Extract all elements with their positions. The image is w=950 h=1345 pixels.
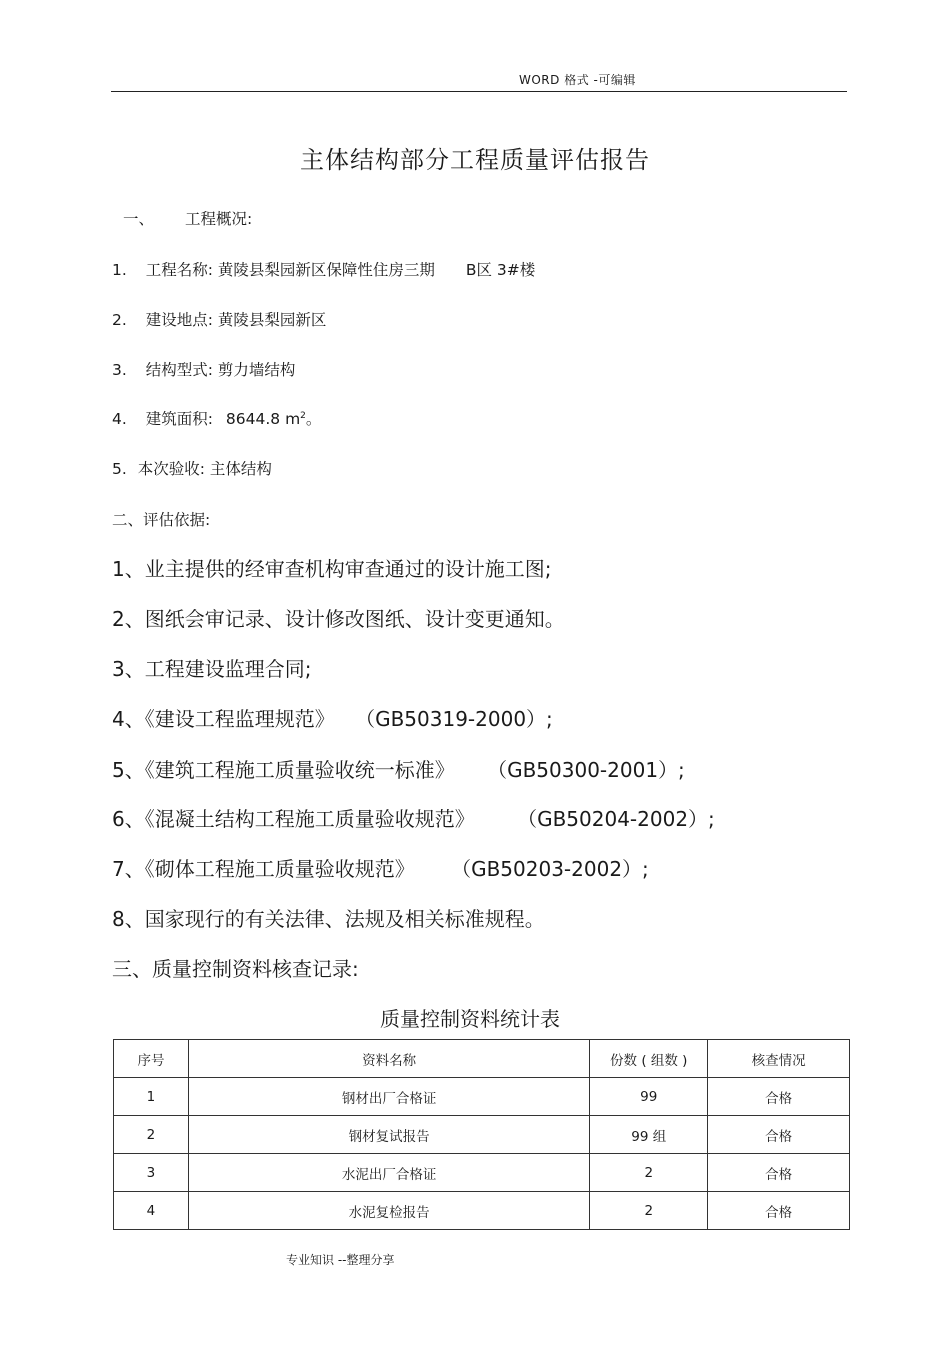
item-tail: 。 (305, 410, 322, 428)
basis-item (112, 853, 649, 882)
header-divider (111, 91, 847, 92)
item-value: 黄陵县梨园新区 (217, 311, 327, 329)
table-header-row (114, 1040, 850, 1078)
header-seq: 序号 (114, 1040, 189, 1078)
basis-item (112, 703, 553, 732)
cell-name: 钢材出厂合格证 (188, 1078, 589, 1116)
section2-heading: 二、评估依据: (112, 511, 211, 529)
item-num: 1. (112, 261, 127, 279)
page-footer-text: 专业知识 --整理分享 (286, 1253, 395, 1267)
structure-type-line (112, 358, 295, 380)
item-value-extra: B区 3#楼 (465, 261, 536, 279)
basis-item-code: （GB50203-2002）; (451, 857, 649, 881)
cell-seq: 4 (114, 1192, 189, 1230)
cell-count: 99 组 (590, 1116, 708, 1154)
cell-seq: 1 (114, 1078, 189, 1116)
table-row (114, 1154, 850, 1192)
cell-count: 2 (590, 1192, 708, 1230)
cell-count: 99 (590, 1078, 708, 1116)
quality-control-table (113, 1039, 850, 1230)
basis-item-text: 6、《混凝土结构工程施工质量验收规范》 (112, 807, 475, 831)
item-value: 8644.8 m (225, 410, 301, 428)
item-num: 4. (112, 410, 127, 428)
basis-item-code: （GB50319-2000）; (355, 707, 553, 731)
table-row (114, 1192, 850, 1230)
section1-heading (123, 207, 252, 229)
basis-item-text: 5、《建筑工程施工质量验收统一标准》 (112, 758, 455, 782)
item-num: 2. (112, 311, 127, 329)
basis-item: 3、工程建设监理合同; (112, 657, 312, 681)
cell-name: 水泥出厂合格证 (188, 1154, 589, 1192)
cell-count: 2 (590, 1154, 708, 1192)
project-name-line (112, 258, 535, 280)
site-location-line (112, 308, 326, 330)
cell-seq: 3 (114, 1154, 189, 1192)
cell-status: 合格 (708, 1192, 850, 1230)
item-value: 主体结构 (209, 460, 272, 478)
item-label: 工程名称: (145, 261, 213, 279)
basis-item (112, 754, 685, 783)
acceptance-line (112, 457, 272, 479)
cell-status: 合格 (708, 1078, 850, 1116)
cell-status: 合格 (708, 1154, 850, 1192)
item-value: 黄陵县梨园新区保障性住房三期 (217, 261, 435, 279)
item-label: 建筑面积: (145, 410, 213, 428)
table-title: 质量控制资料统计表 (380, 1007, 560, 1031)
basis-item-text: 7、《砌体工程施工质量验收规范》 (112, 857, 415, 881)
item-label: 本次验收: (137, 460, 205, 478)
section1-heading-num: 一、 (123, 210, 155, 228)
cell-name: 钢材复试报告 (188, 1116, 589, 1154)
basis-item-code: （GB50300-2001）; (487, 758, 685, 782)
page-header-text: WORD 格式 -可编辑 (519, 73, 636, 87)
building-area-line (112, 407, 321, 429)
basis-item-code: （GB50204-2002）; (517, 807, 715, 831)
item-num: 3. (112, 361, 127, 379)
basis-item: 2、图纸会审记录、设计修改图纸、设计变更通知。 (112, 607, 565, 631)
basis-item-text: 4、《建设工程监理规范》 (112, 707, 335, 731)
cell-seq: 2 (114, 1116, 189, 1154)
cell-name: 水泥复检报告 (188, 1192, 589, 1230)
header-name: 资料名称 (188, 1040, 589, 1078)
section3-heading: 三、质量控制资料核查记录: (112, 957, 359, 981)
document-title: 主体结构部分工程质量评估报告 (300, 146, 650, 174)
basis-item: 8、国家现行的有关法律、法规及相关标准规程。 (112, 907, 545, 931)
unit-superscript: 2 (300, 410, 306, 421)
item-label: 建设地点: (145, 311, 213, 329)
header-status: 核查情况 (708, 1040, 850, 1078)
basis-item (112, 803, 715, 832)
table-row (114, 1116, 850, 1154)
table-row (114, 1078, 850, 1116)
basis-item: 1、业主提供的经审查机构审查通过的设计施工图; (112, 557, 552, 581)
cell-status: 合格 (708, 1116, 850, 1154)
item-label: 结构型式: (145, 361, 213, 379)
item-value: 剪力墙结构 (217, 361, 296, 379)
header-count: 份数 ( 组数 ) (590, 1040, 708, 1078)
item-num: 5. (112, 460, 127, 478)
section1-heading-text: 工程概况: (184, 210, 253, 228)
